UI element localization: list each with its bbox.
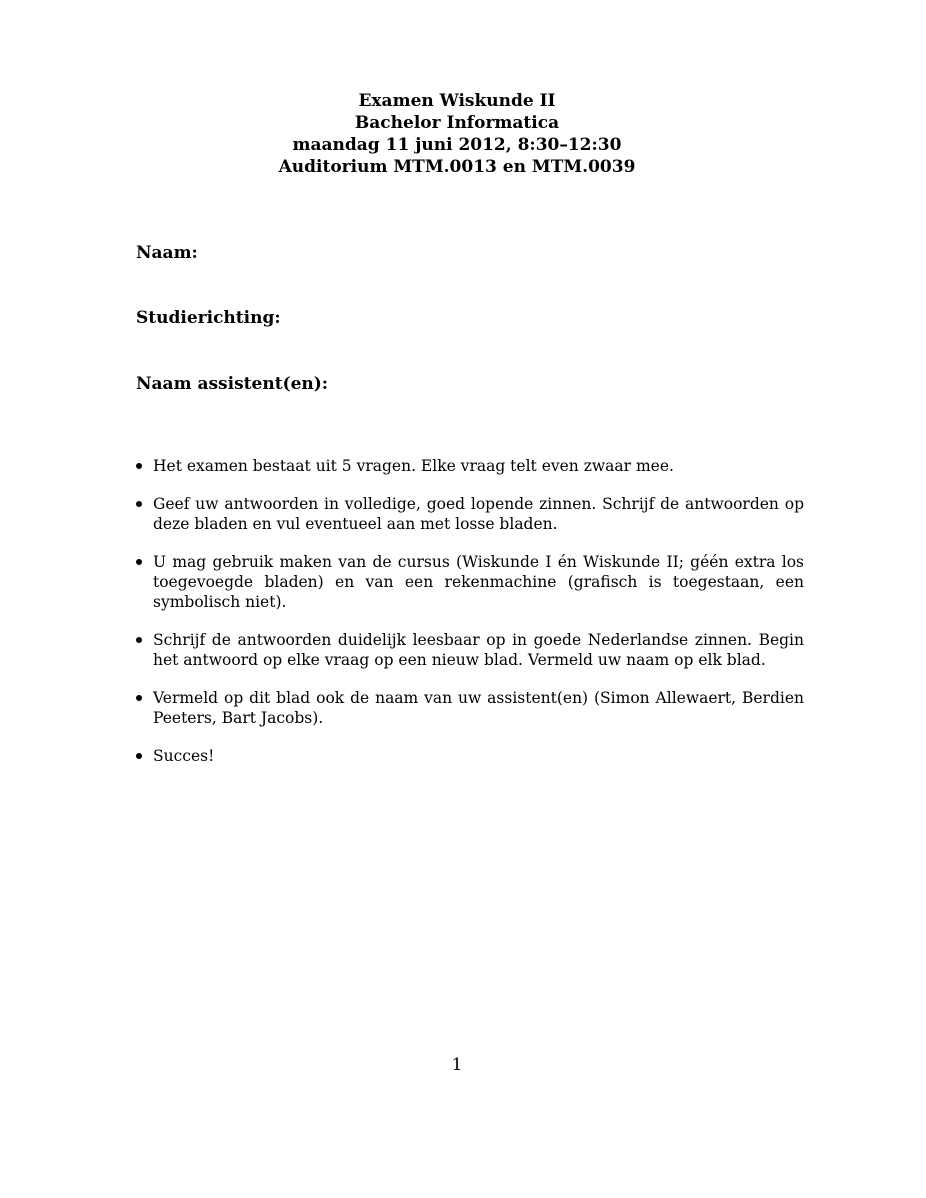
instruction-text: Het examen bestaat uit 5 vragen. Elke vraag telt even zwaar mee. bbox=[153, 457, 674, 475]
list-item bbox=[136, 494, 804, 534]
list-item bbox=[136, 688, 804, 728]
exam-date-time: maandag 11 juni 2012, 8:30–12:30 bbox=[292, 135, 622, 155]
list-item bbox=[136, 746, 804, 766]
bullet-icon bbox=[136, 637, 142, 643]
exam-program: Bachelor Informatica bbox=[354, 113, 560, 133]
bullet-icon bbox=[136, 695, 142, 701]
bullet-icon bbox=[136, 753, 142, 759]
instruction-text: Schrijf de antwoorden duidelijk leesbaar op in goede Nederlandse zinnen. Begin het antwoord op elke vraag op een nieuw blad. Vermeld uw naam op elk blad. bbox=[153, 631, 804, 669]
instruction-text: U mag gebruik maken van de cursus (Wiskunde I én Wiskunde II; géén extra los toegevoegde bladen) en van een rekenmachine (grafisch is toegestaan, een symbolisch niet). bbox=[153, 553, 804, 611]
name-field-label: Naam: bbox=[136, 243, 198, 263]
assistant-field-label: Naam assistent(en): bbox=[136, 374, 329, 394]
list-item bbox=[136, 630, 804, 670]
instructions-list bbox=[136, 456, 804, 784]
instruction-text: Geef uw antwoorden in volledige, goed lopende zinnen. Schrijf de antwoorden op deze bladen en vul eventueel aan met losse bladen. bbox=[153, 495, 804, 533]
bullet-icon bbox=[136, 559, 142, 565]
instruction-text: Succes! bbox=[153, 747, 215, 765]
exam-location: Auditorium MTM.0013 en MTM.0039 bbox=[278, 157, 636, 177]
exam-header bbox=[0, 90, 914, 178]
instruction-text: Vermeld op dit blad ook de naam van uw assistent(en) (Simon Allewaert, Berdien Peeters, Bart Jacobs). bbox=[153, 689, 804, 727]
bullet-icon bbox=[136, 463, 142, 469]
exam-title: Examen Wiskunde II bbox=[358, 91, 556, 111]
bullet-icon bbox=[136, 501, 142, 507]
list-item bbox=[136, 552, 804, 612]
list-item bbox=[136, 456, 804, 476]
study-program-field-label: Studierichting: bbox=[136, 308, 281, 328]
page-number: 1 bbox=[451, 1055, 463, 1075]
